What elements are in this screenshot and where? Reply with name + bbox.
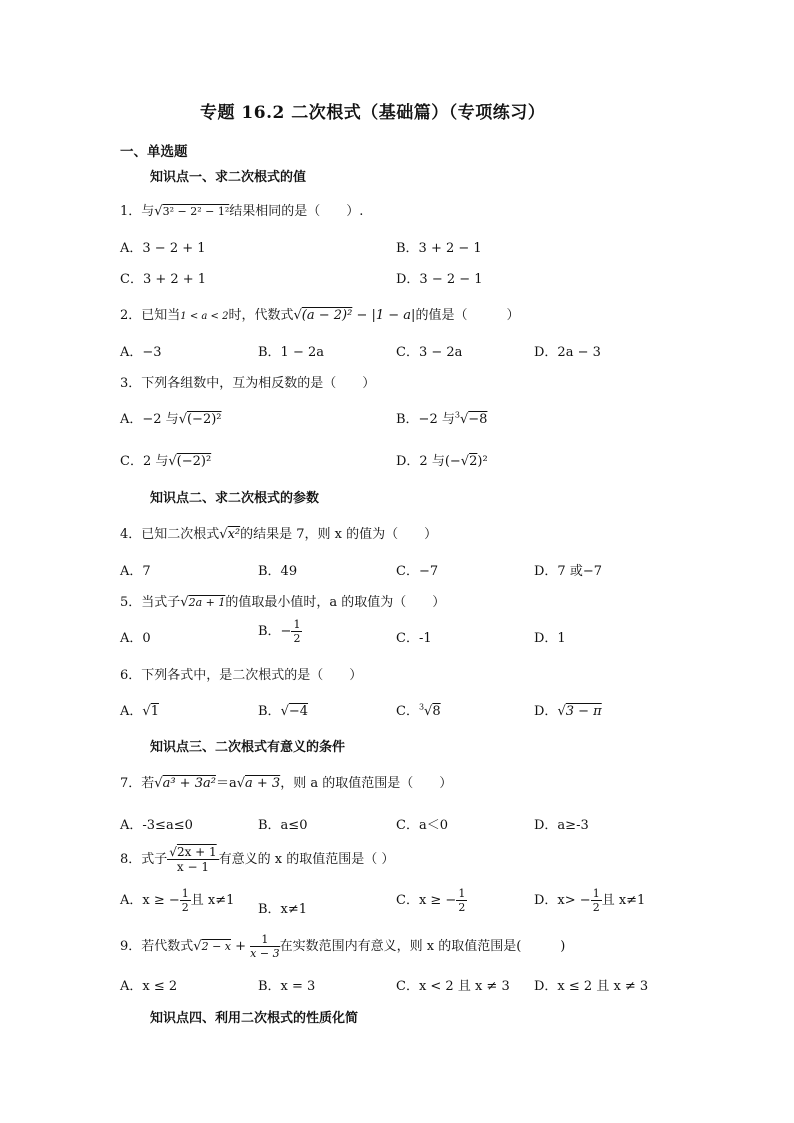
question-5-radicand: 2a + 1 — [188, 596, 226, 609]
question-5-suffix: 的值取最小值时，a 的取值为（ ） — [225, 595, 446, 610]
knowledge-point-3: 知识点三、二次根式有意义的条件 — [150, 740, 346, 755]
question-9 — [120, 934, 565, 959]
q7-option-d: D．a≥-3 — [534, 818, 589, 833]
question-1-radicand: 3² − 2² − 1² — [162, 205, 230, 218]
question-2-mid: 时，代数式 — [228, 308, 294, 323]
fraction — [250, 934, 279, 959]
q8-option-d-text: D．x> − — [534, 893, 591, 908]
question-4-suffix: 的结果是 7，则 x 的值为（ ） — [240, 527, 438, 542]
q2-option-d: D．2a − 3 — [534, 345, 601, 360]
sqrt-symbol: √ — [424, 704, 433, 719]
question-9-plus: + — [231, 939, 251, 954]
question-7-prefix: 7．若 — [120, 776, 155, 791]
q3-option-a-radicand: (−2)² — [186, 412, 222, 427]
q6-option-b-radicand: −4 — [288, 704, 309, 719]
fraction-denominator: 2 — [592, 901, 600, 914]
q8-option-d — [534, 888, 645, 913]
q2-option-a: A．−3 — [120, 345, 162, 360]
question-7-radicand-2: a + 3 — [245, 776, 281, 791]
q8-option-a-text: A．x ≥ − — [120, 893, 180, 908]
sqrt-symbol: √ — [280, 704, 289, 719]
q1-option-a: A．3 − 2 + 1 — [120, 241, 206, 256]
q6-option-c-radicand: 8 — [432, 704, 441, 719]
q8-option-a — [120, 888, 234, 913]
q6-option-a-radicand: 1 — [150, 704, 159, 719]
question-8-prefix: 8．式子 — [120, 852, 168, 867]
q5-option-d: D．1 — [534, 631, 566, 646]
q3-option-c — [120, 450, 211, 469]
fraction-numerator: 1 — [458, 887, 466, 900]
q8-option-c-text: C．x ≥ − — [396, 893, 457, 908]
question-8-numerator-radicand: 2x + 1 — [176, 845, 217, 859]
q4-option-b: B．49 — [258, 564, 298, 579]
sqrt-symbol: √ — [180, 595, 189, 610]
q4-option-c: C．−7 — [396, 564, 439, 579]
question-1 — [120, 200, 363, 219]
fraction — [291, 619, 302, 644]
q8-option-d-suffix: 且 x≠1 — [601, 893, 646, 908]
question-2-abs: |1 − a| — [371, 308, 416, 323]
q7-option-b: B．a≤0 — [258, 818, 308, 833]
question-9-prefix: 9．若代数式 — [120, 939, 194, 954]
q6-option-a-text: A． — [120, 704, 143, 719]
q2-option-b: B．1 − 2a — [258, 345, 325, 360]
sqrt-symbol: √ — [168, 454, 177, 469]
q5-option-c: C．-1 — [396, 631, 432, 646]
q5-option-b — [258, 619, 302, 644]
question-4-radicand: x² — [227, 527, 241, 542]
question-2-prefix: 2．已知当 — [120, 308, 181, 323]
question-5 — [120, 591, 445, 610]
question-5-prefix: 5．当式子 — [120, 595, 181, 610]
q8-option-a-suffix: 且 x≠1 — [190, 893, 235, 908]
fraction-denominator: x − 1 — [176, 860, 210, 874]
question-2-suffix: 的值是（ ） — [415, 308, 520, 323]
question-6: 6．下列各式中，是二次根式的是（ ） — [120, 668, 363, 683]
sqrt-symbol: √ — [459, 412, 469, 427]
q5-option-a: A．0 — [120, 631, 151, 646]
question-7 — [120, 772, 452, 791]
sqrt-symbol: √ — [460, 454, 470, 469]
question-7-radicand-1: a³ + 3a² — [162, 776, 216, 791]
sqrt-symbol: √ — [154, 204, 163, 219]
q9-option-d: D．x ≤ 2 且 x ≠ 3 — [534, 979, 649, 994]
fraction — [456, 888, 467, 913]
q6-option-a — [120, 700, 159, 719]
fraction — [180, 888, 191, 913]
fraction-numerator: 1 — [250, 934, 279, 947]
q6-option-c-text: C． — [396, 704, 419, 719]
section-heading: 一、单选题 — [120, 144, 188, 160]
fraction-numerator: 1 — [293, 618, 301, 631]
q7-option-c: C．a＜0 — [396, 818, 448, 833]
sqrt-symbol: √ — [557, 704, 566, 719]
fraction-denominator: 2 — [458, 901, 466, 914]
question-9-suffix: 在实数范围内有意义，则 x 的取值范围是( ) — [279, 939, 566, 954]
fraction-numerator: 1 — [592, 887, 600, 900]
fraction-numerator: 1 — [181, 887, 189, 900]
fraction-denominator: 2 — [181, 901, 189, 914]
q3-option-b-text: B．−2 与 — [396, 412, 455, 427]
sqrt-symbol: √ — [193, 939, 202, 954]
question-7-mid: ＝a — [215, 776, 237, 791]
q9-option-c: C．x < 2 且 x ≠ 3 — [396, 979, 510, 994]
q6-option-b-text: B． — [258, 704, 281, 719]
q4-option-d: D．7 或−7 — [534, 564, 602, 579]
q5-option-b-text: B．− — [258, 624, 292, 639]
question-9-radicand: 2 − x — [201, 940, 231, 953]
q8-option-b: B．x≠1 — [258, 902, 308, 917]
knowledge-point-1: 知识点一、求二次根式的值 — [150, 170, 307, 185]
question-8-suffix: 有意义的 x 的取值范围是（ ） — [218, 852, 395, 867]
q6-option-c — [396, 700, 441, 719]
q4-option-a: A．7 — [120, 564, 151, 579]
q9-option-b: B．x = 3 — [258, 979, 316, 994]
question-2-condition: 1 < a < 2 — [180, 311, 229, 322]
q3-option-d-suffix: )² — [477, 454, 488, 469]
question-2-radicand: (a − 2)² — [301, 308, 353, 323]
knowledge-point-2: 知识点二、求二次根式的参数 — [150, 491, 320, 506]
fraction-denominator: 2 — [293, 632, 301, 645]
q3-option-a — [120, 408, 222, 427]
q2-option-c: C．3 − 2a — [396, 345, 463, 360]
q7-option-a: A．-3≤a≤0 — [120, 818, 193, 833]
q6-option-d — [534, 700, 602, 719]
question-2-minus: − — [352, 308, 372, 323]
q9-option-a: A．x ≤ 2 — [120, 979, 178, 994]
q8-option-c — [396, 888, 467, 913]
q3-option-b-radicand: −8 — [468, 412, 488, 427]
question-2 — [120, 304, 519, 323]
question-8 — [120, 846, 394, 873]
sqrt-symbol: √ — [169, 845, 177, 859]
q6-option-d-radicand: 3 − π — [565, 704, 602, 719]
fraction-denominator: x − 3 — [250, 947, 280, 960]
knowledge-point-4: 知识点四、利用二次根式的性质化简 — [150, 1011, 359, 1026]
sqrt-symbol: √ — [293, 308, 302, 323]
q1-option-d: D．3 − 2 − 1 — [396, 272, 483, 287]
q3-option-a-text: A．−2 与 — [120, 412, 179, 427]
sqrt-symbol: √ — [236, 776, 245, 791]
fraction — [591, 888, 602, 913]
q3-option-b-index: 3 — [454, 410, 460, 420]
question-1-prefix: 1．与 — [120, 204, 155, 219]
q1-option-b: B．3 + 2 − 1 — [396, 241, 482, 256]
question-4 — [120, 523, 437, 542]
q3-option-b — [396, 408, 487, 427]
q1-option-c: C．3 + 2 + 1 — [120, 272, 207, 287]
question-1-suffix: 结果相同的是（ ）. — [229, 204, 364, 219]
sqrt-symbol: √ — [219, 527, 228, 542]
page-title: 专题 16.2 二次根式（基础篇）（专项练习） — [200, 103, 546, 123]
question-3: 3．下列各组数中，互为相反数的是（ ） — [120, 376, 376, 391]
q6-option-d-text: D． — [534, 704, 558, 719]
q6-option-b — [258, 700, 308, 719]
q3-option-c-radicand: (−2)² — [176, 454, 212, 469]
question-4-prefix: 4．已知二次根式 — [120, 527, 220, 542]
sqrt-symbol: √ — [154, 776, 163, 791]
fraction-numerator — [167, 846, 218, 860]
question-7-suffix: ，则 a 的取值范围是（ ） — [280, 776, 453, 791]
q3-option-d-radicand: 2 — [469, 454, 478, 469]
fraction — [167, 846, 218, 873]
q3-option-d — [396, 450, 488, 469]
sqrt-symbol: √ — [142, 704, 151, 719]
q3-option-d-text: D．2 与(− — [396, 454, 461, 469]
sqrt-symbol: √ — [178, 412, 187, 427]
q3-option-c-text: C．2 与 — [120, 454, 169, 469]
q6-option-c-index: 3 — [418, 702, 425, 712]
